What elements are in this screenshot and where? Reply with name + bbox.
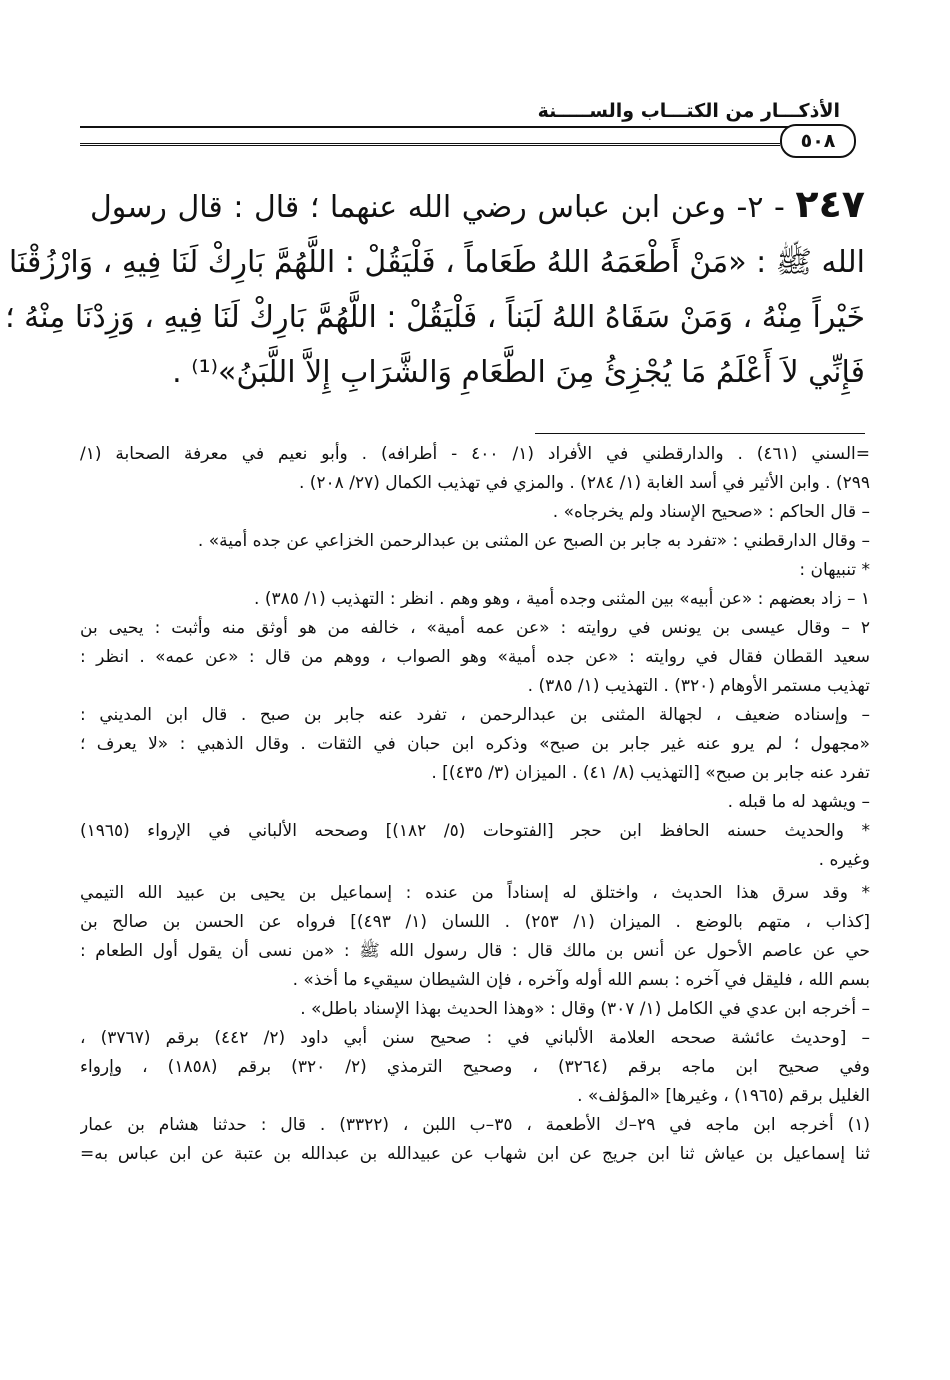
note-line: – وقال الدارقطني : «تفرد به جابر بن الصبح عن المثنى بن عبدالرحمن الخزاعي عن جده أمية» . [197,531,870,551]
note-line: وغيره . [818,850,870,870]
note-line: – وإسناده ضعيف ، لجهالة المثنى بن عبدالرحمن ، تفرد عنه جابر بن صبح . قال ابن المديني : [80,705,870,725]
note-line: تفرد عنه جابر بن صبح» [التهذيب (٨/ ٤١) . الميزان (٣/ ٤٣٥)] . [431,763,870,783]
note-line: ١ – زاد بعضهم : «عن أبيه» بين المثنى وجده أمية ، وهو وهم . انظر : التهذيب (١/ ٣٨٥) . [254,589,870,609]
header-double-rule [80,143,780,146]
header-rule [80,126,840,128]
note-line: سعيد القطان فقال في روايته : «عن جده أمية» وهو الصواب ، ووهم من قال : «عن عمه» . انظر : [80,647,870,667]
hadith-line: فَإِنِّي لاَ أَعْلَمُ مَا يُجْزِئُ مِنَ الطَّعَامِ وَالشَّرَابِ إِلاَّ اللَّبَنُ»⁽¹⁾ . [172,355,865,390]
note-line: وفي صحيح ابن ماجه برقم (٣٢٦٤) ، وصحيح الترمذي (٢/ ٣٢٠) برقم (١٨٥٨) ، وإرواء [80,1057,870,1077]
page-number: ٥٠٨ [780,124,856,158]
hadith-line: الله ﷺ : «مَنْ أَطْعَمَهُ اللهُ طَعَاماً ، فَلْيَقُلْ : اللَّهُمَّ بَارِكْ لَنَا فِيهِ ، وَارْزُقْنَا [8,245,865,280]
note-line: * تنبيهان : [799,560,870,580]
note-line: ٢ – وقال عيسى بن يونس في روايته : «عن عمه أمية» ، خالفه من هو أوثق منه وأثبت : يحيى بن [80,618,870,638]
note-line: =السني (٤٦١) . والدارقطني في الأفراد (١/ ٤٠٠ - أطرافه) . وأبو نعيم في معرفة الصحابة (١/ [80,444,870,464]
note-line: – قال الحاكم : «صحيح الإسناد ولم يخرجاه» . [552,502,870,522]
note-line: ٢٩٩) . وابن الأثير في أسد الغابة (١/ ٢٨٤) . والمزي في تهذيب الكمال (٢٧/ ٢٠٨) . [298,473,870,493]
note-line: حي عن عاصم الأحول عن أنس بن مالك قال : قال رسول الله ﷺ : «من نسى أن يقول أول الطعام : [80,941,870,961]
footnotes [80,440,870,1169]
hadith-line [90,177,865,235]
note-line: تهذيب مستمر الأوهام (٣٢٠) . التهذيب (١/ ٣٨٥) . [527,676,870,696]
note-line: «مجهول ؛ لم يرو عنه غير جابر بن صبح» وذكره ابن حبان في الثقات . وقال الذهبي : «لا يعرف ؛ [80,734,870,754]
note-line: – ويشهد له ما قبله . [727,792,870,812]
running-title: الأذكـــار من الكتـــاب والســـــنة [537,100,840,122]
note-line: – [وحديث عائشة صححه العلامة الألباني في : صحيح سنن أبي داود (٢/ ٤٤٢) برقم (٣٧٦٧) ، [80,1028,870,1048]
note-line: – أخرجه ابن عدي في الكامل (١/ ٣٠٧) وقال : «وهذا الحديث بهذا الإسناد باطل» . [300,999,870,1019]
footnote-line: (١) أخرجه ابن ماجه في ٢٩–ك الأطعمة ، ٣٥–ب اللبن ، (٣٣٢٢) . قال : حدثنا هشام بن عمار [80,1115,870,1135]
note-line: * والحديث حسنه الحافظ ابن حجر [الفتوحات (٥/ ١٨٢)] وصححه الألباني في الإرواء (١٩٦٥) [80,821,870,841]
footnote-separator [535,433,865,434]
hadith-number: ٢٤٧ [795,182,865,226]
hadith-text [5,177,865,400]
hadith-line: خَيْراً مِنْهُ ، وَمَنْ سَقَاهُ اللهُ لَبَناً ، فَلْيَقُلْ : اللَّهُمَّ بَارِكْ لَنَا فِيهِ ، وَزِدْنَا مِنْهُ ؛ [5,300,865,335]
note-line: الغليل برقم (١٩٦٥) ، وغيرها] «المؤلف» . [577,1086,870,1106]
note-line: [كذاب ، متهم بالوضع . الميزان (١/ ٢٥٣) . اللسان (١/ ٤٩٣)] فرواه عن الحسن بن صالح بن [80,912,870,932]
footnote-line: ثنا إسماعيل بن عياش ثنا ابن جريج عن ابن شهاب عن عبيدالله بن عبدالله بن عتبة عن ابن عباس به= [80,1144,870,1164]
note-line: * وقد سرق هذا الحديث ، واختلق له إسناداً من عنده : إسماعيل بن يحيى بن عبيد الله التيمي [80,883,870,903]
note-line: بسم الله ، فليقل في آخره : بسم الله أوله وآخره ، فإن الشيطان سيقيء ما أخذ» . [292,970,870,990]
hadith-line-text: - ٢- وعن ابن عباس رضي الله عنهما ؛ قال : قال رسول [90,190,785,225]
